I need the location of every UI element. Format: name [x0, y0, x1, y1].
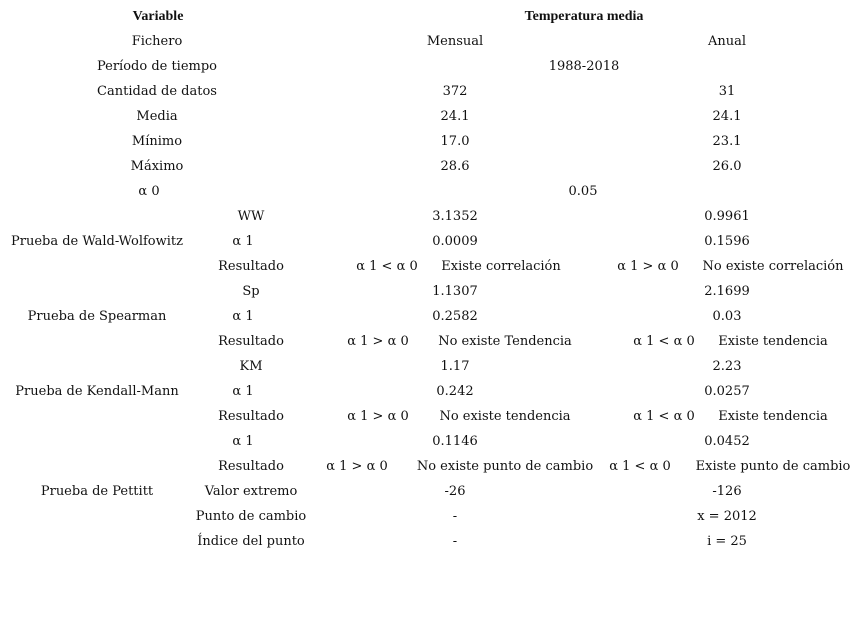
minimo-anual: 23.1 [712, 134, 742, 149]
periodo-value: 1988-2018 [548, 59, 620, 74]
pettitt-indice-label: Índice del punto [197, 534, 305, 549]
ww-alpha1-mensual: 0.0009 [432, 234, 478, 249]
pettitt-punto-anual: x = 2012 [697, 509, 757, 524]
maximo-mensual: 28.6 [440, 159, 470, 174]
pettitt-punto-mensual: - [452, 509, 458, 524]
ww-result-mensual-cmp: α 1 < α 0 [356, 259, 418, 274]
media-mensual: 24.1 [440, 109, 470, 124]
km-stat-anual: 2.23 [712, 359, 742, 374]
alpha0-label: α 0 [138, 184, 160, 199]
ww-alpha1-label: α 1 [232, 234, 254, 249]
ww-stat-label: WW [237, 209, 265, 224]
variable-value: Temperatura media [524, 9, 644, 24]
variable-label: Variable [132, 9, 184, 24]
cantidad-label: Cantidad de datos [97, 84, 217, 99]
media-label: Media [136, 109, 178, 124]
km-alpha1-mensual: 0.242 [436, 384, 474, 399]
cantidad-anual: 31 [718, 84, 736, 99]
fichero-anual: Anual [707, 34, 747, 49]
km-stat-mensual: 1.17 [440, 359, 470, 374]
pettitt-indice-anual: i = 25 [707, 534, 747, 549]
pettitt-result-mensual: No existe punto de cambio [416, 459, 594, 474]
pettitt-alpha1-mensual: 0.1146 [432, 434, 478, 449]
km-stat-label: KM [239, 359, 263, 374]
pettitt-extremo-anual: -126 [712, 484, 742, 499]
km-result-anual-cmp: α 1 < α 0 [633, 409, 695, 424]
sp-result-anual: Existe tendencia [718, 334, 828, 349]
pettitt-indice-mensual: - [452, 534, 458, 549]
pettitt-result-anual-cmp: α 1 < α 0 [609, 459, 671, 474]
fichero-mensual: Mensual [426, 34, 484, 49]
ww-alpha1-anual: 0.1596 [704, 234, 750, 249]
sp-stat-anual: 2.1699 [704, 284, 750, 299]
sp-alpha1-anual: 0.03 [712, 309, 742, 324]
ww-result-label: Resultado [218, 259, 284, 274]
ww-result-anual: No existe correlación [702, 259, 844, 274]
km-alpha1-label: α 1 [232, 384, 254, 399]
pettitt-result-label: Resultado [218, 459, 284, 474]
maximo-label: Máximo [130, 159, 184, 174]
pettitt-punto-label: Punto de cambio [195, 509, 307, 524]
sp-alpha1-mensual: 0.2582 [432, 309, 478, 324]
sp-test-name: Prueba de Spearman [27, 309, 167, 324]
km-result-anual: Existe tendencia [718, 409, 828, 424]
cantidad-mensual: 372 [442, 84, 468, 99]
sp-result-anual-cmp: α 1 < α 0 [633, 334, 695, 349]
pettitt-alpha1-label: α 1 [232, 434, 254, 449]
minimo-label: Mínimo [131, 134, 183, 149]
minimo-mensual: 17.0 [440, 134, 470, 149]
ww-stat-mensual: 3.1352 [432, 209, 478, 224]
km-alpha1-anual: 0.0257 [704, 384, 750, 399]
pettitt-extremo-label: Valor extremo [204, 484, 298, 499]
km-test-name: Prueba de Kendall-Mann [15, 384, 179, 399]
sp-result-label: Resultado [218, 334, 284, 349]
km-result-mensual: No existe tendencia [439, 409, 571, 424]
pettitt-result-mensual-cmp: α 1 > α 0 [326, 459, 388, 474]
sp-result-mensual: No existe Tendencia [438, 334, 572, 349]
sp-stat-label: Sp [242, 284, 260, 299]
pettitt-result-anual: Existe punto de cambio [695, 459, 851, 474]
alpha0-value: 0.05 [568, 184, 598, 199]
maximo-anual: 26.0 [712, 159, 742, 174]
ww-test-name: Prueba de Wald-Wolfowitz [11, 234, 183, 249]
pettitt-test-name: Prueba de Pettitt [40, 484, 154, 499]
km-result-label: Resultado [218, 409, 284, 424]
periodo-label: Período de tiempo [96, 59, 218, 74]
sp-result-mensual-cmp: α 1 > α 0 [347, 334, 409, 349]
fichero-label: Fichero [131, 34, 183, 49]
ww-result-mensual: Existe correlación [441, 259, 561, 274]
sp-stat-mensual: 1.1307 [432, 284, 478, 299]
media-anual: 24.1 [712, 109, 742, 124]
pettitt-alpha1-anual: 0.0452 [704, 434, 750, 449]
km-result-mensual-cmp: α 1 > α 0 [347, 409, 409, 424]
sp-alpha1-label: α 1 [232, 309, 254, 324]
pettitt-extremo-mensual: -26 [444, 484, 466, 499]
ww-stat-anual: 0.9961 [704, 209, 750, 224]
ww-result-anual-cmp: α 1 > α 0 [617, 259, 679, 274]
